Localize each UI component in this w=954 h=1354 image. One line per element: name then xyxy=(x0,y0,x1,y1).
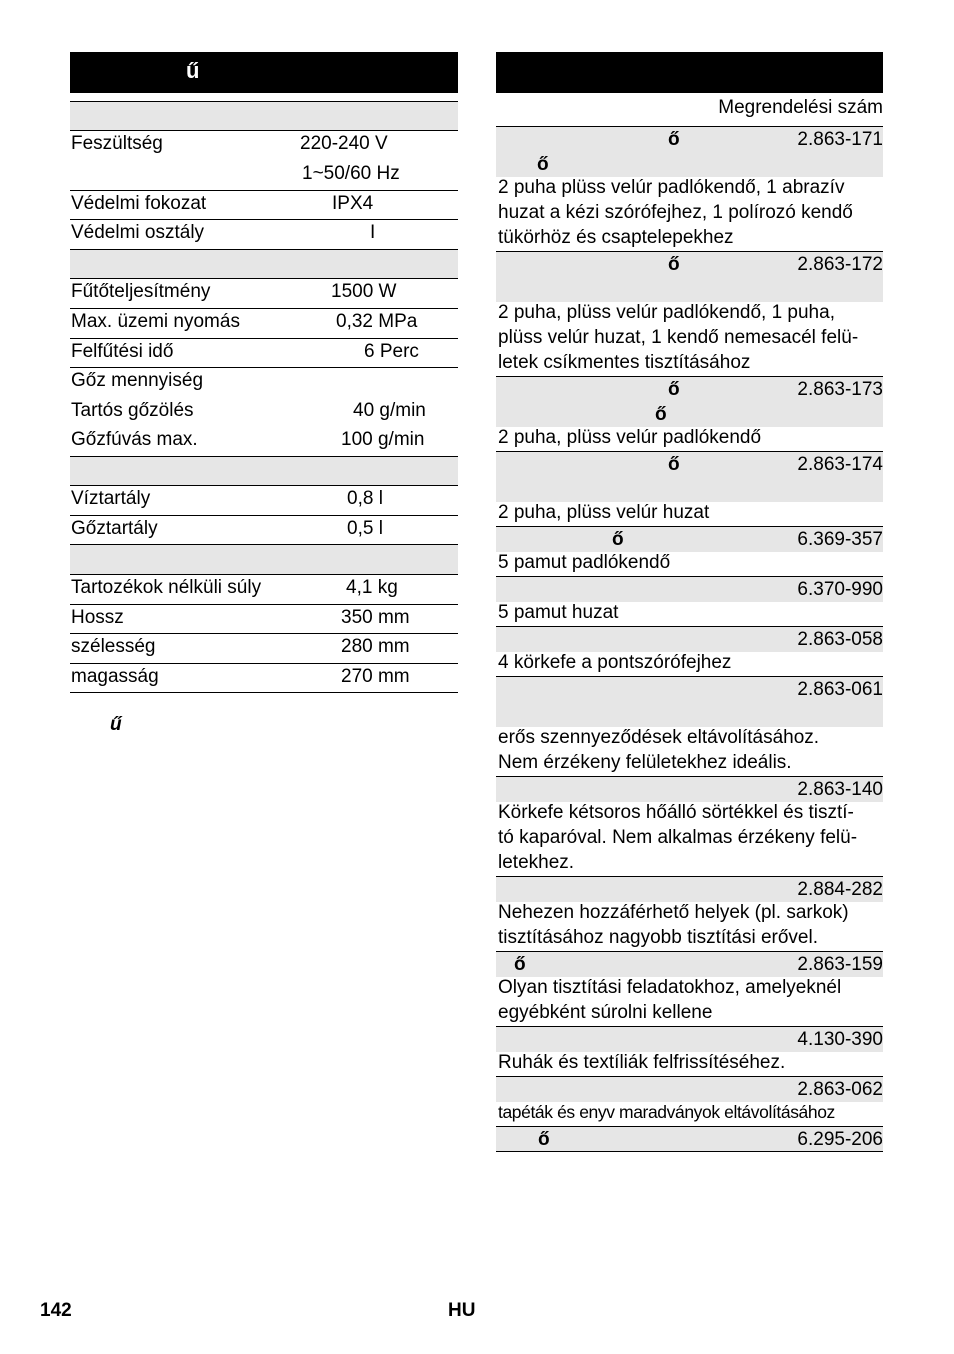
order-number: 2.863-062 xyxy=(797,1079,883,1100)
row-rule xyxy=(496,876,883,877)
item-glyph: ő xyxy=(668,379,680,400)
accessory-description xyxy=(498,500,888,525)
description-line: 2 puha plüss velúr padlókendő, 1 abrazív xyxy=(498,177,845,198)
description-line: 4 körkefe a pontszórófejhez xyxy=(498,652,732,673)
item-glyph: ő xyxy=(612,529,624,550)
spec-row: Fűtőteljesítmény 1500 W xyxy=(71,281,397,302)
spec-row: Gőzfúvás max. 100 g/min xyxy=(71,429,425,450)
spec-row: Tartozékok nélküli súly 4,1 kg xyxy=(71,577,398,598)
accessory-row xyxy=(496,776,883,802)
section-dimensions-header xyxy=(70,545,458,574)
order-number: 2.863-061 xyxy=(797,679,883,700)
spec-row: Védelmi fokozat IPX4 xyxy=(71,193,374,214)
item-glyph: ő xyxy=(668,129,680,150)
item-glyph: ő xyxy=(537,154,549,175)
description-line: 5 pamut huzat xyxy=(498,602,619,623)
spec-row: Felfűtési idő 6 Perc xyxy=(71,341,419,362)
spec-row: szélesség 280 mm xyxy=(71,636,410,657)
accessory-description xyxy=(498,550,888,575)
page-number: 142 xyxy=(40,1300,72,1321)
accessory-description xyxy=(498,800,888,875)
section-performance-header xyxy=(70,250,458,278)
spec-row: Védelmi osztály I xyxy=(71,222,376,243)
accessory-row xyxy=(496,626,883,652)
accessory-row xyxy=(496,376,883,427)
accessory-description xyxy=(498,900,888,950)
spec-row: Tartós gőzölés 40 g/min xyxy=(71,400,426,421)
accessory-row xyxy=(496,576,883,602)
language-code: HU xyxy=(448,1300,476,1321)
accessory-description xyxy=(498,1100,888,1125)
technical-data-header xyxy=(70,52,458,93)
description-line: 5 pamut padlókendő xyxy=(498,552,671,573)
accessory-row xyxy=(496,1126,883,1152)
item-glyph: ő xyxy=(655,404,667,425)
description-line: 2 puha, plüss velúr padlókendő xyxy=(498,427,762,448)
order-number: 6.370-990 xyxy=(797,579,883,600)
accessory-description xyxy=(498,1050,888,1075)
accessory-description xyxy=(498,650,888,675)
spec-row: Feszültség 220-240 V xyxy=(71,133,388,154)
accessory-row xyxy=(496,876,883,902)
description-line: Körkefe kétsoros hőálló sörtékkel és tisztí- xyxy=(498,802,854,823)
header-glyph: ű xyxy=(186,58,200,83)
description-line: Ruhák és textíliák felfrissítéséhez. xyxy=(498,1052,786,1073)
accessory-row xyxy=(496,1076,883,1102)
description-line: erős szennyeződések eltávolításához. xyxy=(498,727,820,748)
spec-row: 1~50/60 Hz xyxy=(302,163,400,184)
description-line: plüss velúr huzat, 1 kendő nemesacél felü- xyxy=(498,327,859,348)
section-electrical-header xyxy=(70,101,458,130)
description-line: 2 puha, plüss velúr padlókendő, 1 puha, xyxy=(498,302,835,323)
item-glyph: ő xyxy=(538,1129,550,1150)
item-glyph: ő xyxy=(668,254,680,275)
accessory-description xyxy=(498,300,888,375)
accessory-description xyxy=(498,725,888,775)
accessory-description xyxy=(498,175,888,250)
item-glyph: ő xyxy=(668,454,680,475)
note-glyph: ű xyxy=(110,714,122,735)
description-line: Nehezen hozzáférhető helyek (pl. sarkok) xyxy=(498,902,849,923)
accessory-row xyxy=(496,126,883,177)
description-line: letekhez. xyxy=(498,852,575,873)
order-number: 2.863-172 xyxy=(797,254,883,275)
order-number: 4.130-390 xyxy=(797,1029,883,1050)
description-line: letek csíkmentes tisztításához xyxy=(498,352,751,373)
section-tanks-header xyxy=(70,457,458,485)
order-number: 2.863-174 xyxy=(797,454,883,475)
spec-row: Gőztartály 0,5 l xyxy=(71,518,383,539)
description-line: Nem érzékeny felületekhez ideális. xyxy=(498,752,792,773)
order-number-header: Megrendelési szám xyxy=(718,97,883,118)
accessory-row xyxy=(496,526,883,552)
accessory-row xyxy=(496,251,883,302)
description-line: huzat a kézi szórófejhez, 1 polírozó kendő xyxy=(498,202,853,223)
spec-row: Max. üzemi nyomás 0,32 MPa xyxy=(71,311,418,332)
accessory-row xyxy=(496,451,883,502)
order-number: 2.863-171 xyxy=(797,129,883,150)
item-glyph: ő xyxy=(514,954,526,975)
accessories-header xyxy=(496,52,883,93)
order-number: 6.295-206 xyxy=(797,1129,883,1150)
order-number: 2.884-282 xyxy=(797,879,883,900)
accessory-description xyxy=(498,975,888,1025)
spec-row: Gőz mennyiség xyxy=(71,370,204,391)
order-number: 2.863-140 xyxy=(797,779,883,800)
accessory-row xyxy=(496,951,883,977)
accessory-row xyxy=(496,676,883,727)
row-rule xyxy=(496,951,883,952)
order-number: 2.863-058 xyxy=(797,629,883,650)
order-number: 2.863-159 xyxy=(797,954,883,975)
order-number: 6.369-357 xyxy=(797,529,883,550)
description-line: egyébként súrolni kellene xyxy=(498,1002,713,1023)
description-line: tapéták és enyv maradványok eltávolításához xyxy=(498,1102,835,1122)
spec-row: magasság 270 mm xyxy=(71,666,410,687)
spec-row: Víztartály 0,8 l xyxy=(71,488,383,509)
description-line: 2 puha, plüss velúr huzat xyxy=(498,502,710,523)
accessory-description xyxy=(498,600,888,625)
spec-row: Hossz 350 mm xyxy=(71,607,410,628)
description-line: tükörhöz és csaptelepekhez xyxy=(498,227,734,248)
accessory-row xyxy=(496,1026,883,1052)
accessory-description xyxy=(498,425,888,450)
description-line: tisztításához nagyobb tisztítási erővel. xyxy=(498,927,818,948)
order-number: 2.863-173 xyxy=(797,379,883,400)
description-line: tó kaparóval. Nem alkalmas érzékeny felü- xyxy=(498,827,858,848)
table-bottom-rule xyxy=(496,1151,883,1152)
description-line: Olyan tisztítási feladatokhoz, amelyeknél xyxy=(498,977,842,998)
